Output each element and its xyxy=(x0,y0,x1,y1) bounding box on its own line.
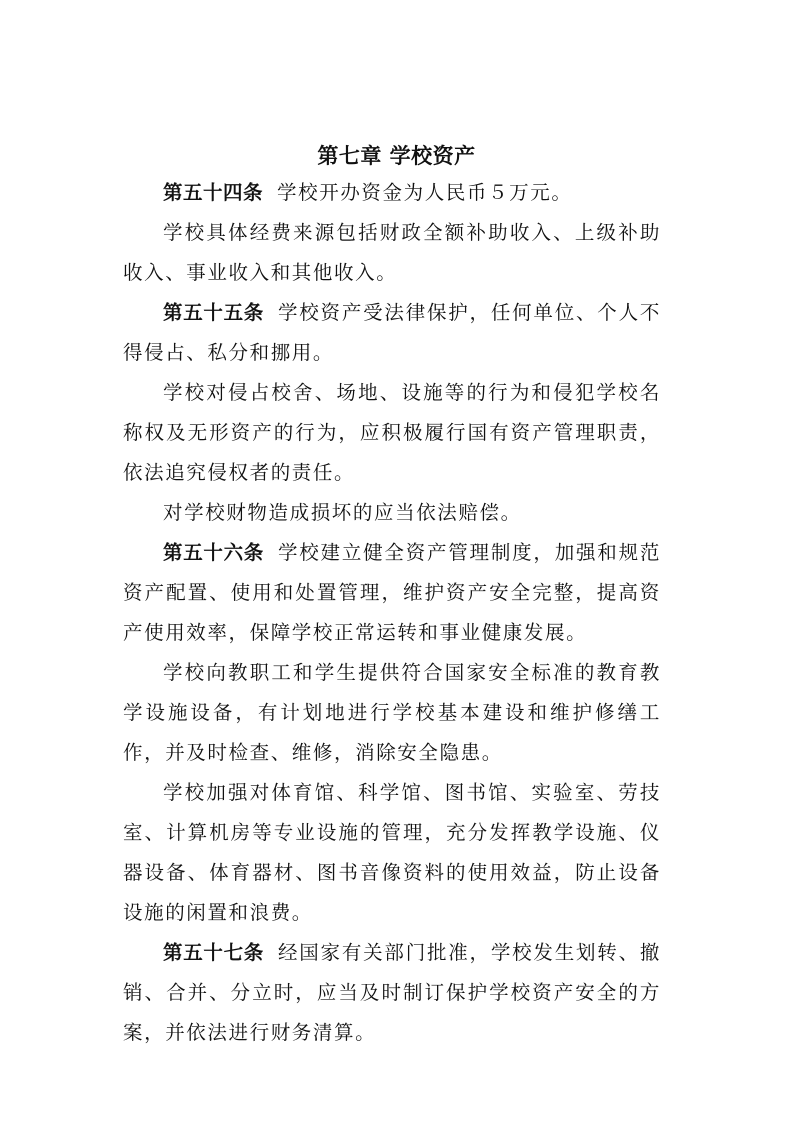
article-number: 第五十五条 xyxy=(163,301,264,324)
paragraph xyxy=(123,213,661,293)
paragraph xyxy=(123,173,661,213)
paragraph-text: 对学校财物造成损坏的应当依法赔偿。 xyxy=(163,501,522,524)
paragraph xyxy=(123,653,661,773)
paragraph xyxy=(123,493,661,533)
paragraph xyxy=(123,533,661,653)
document-body xyxy=(123,173,661,1053)
paragraph-text: 学校具体经费来源包括财政全额补助收入、上级补助收入、事业收入和其他收入。 xyxy=(123,221,661,284)
paragraph-text: 学校向教职工和学生提供符合国家安全标准的教育教学设施设备，有计划地进行学校基本建设和维护修缮工作，并及时检查、维修，消除安全隐患。 xyxy=(123,661,661,764)
paragraph xyxy=(123,773,661,933)
paragraph xyxy=(123,373,661,493)
article-number: 第五十四条 xyxy=(163,181,264,204)
article-number: 第五十六条 xyxy=(163,541,264,564)
article-number: 第五十七条 xyxy=(163,941,264,964)
paragraph-text: 学校开办资金为人民币５万元。 xyxy=(277,181,573,204)
paragraph-text: 学校加强对体育馆、科学馆、图书馆、实验室、劳技室、计算机房等专业设施的管理，充分发挥教学设施、仪器设备、体育器材、图书音像资料的使用效益，防止设备设施的闲置和浪费。 xyxy=(123,781,661,924)
paragraph-text: 学校对侵占校舍、场地、设施等的行为和侵犯学校名称权及无形资产的行为，应积极履行国有资产管理职责，依法追究侵权者的责任。 xyxy=(123,381,661,484)
paragraph-text: 经国家有关部门批准，学校发生划转、撤销、合并、分立时，应当及时制订保护学校资产安全的方案，并依法进行财务清算。 xyxy=(123,941,661,1044)
paragraph-text: 学校资产受法律保护，任何单位、个人不得侵占、私分和挪用。 xyxy=(123,301,661,364)
chapter-title: 第七章 学校资产 xyxy=(317,144,476,168)
paragraph xyxy=(123,293,661,373)
paragraph-text: 学校建立健全资产管理制度，加强和规范资产配置、使用和处置管理，维护资产安全完整，提高资产使用效率，保障学校正常运转和事业健康发展。 xyxy=(123,541,661,644)
paragraph xyxy=(123,933,661,1053)
